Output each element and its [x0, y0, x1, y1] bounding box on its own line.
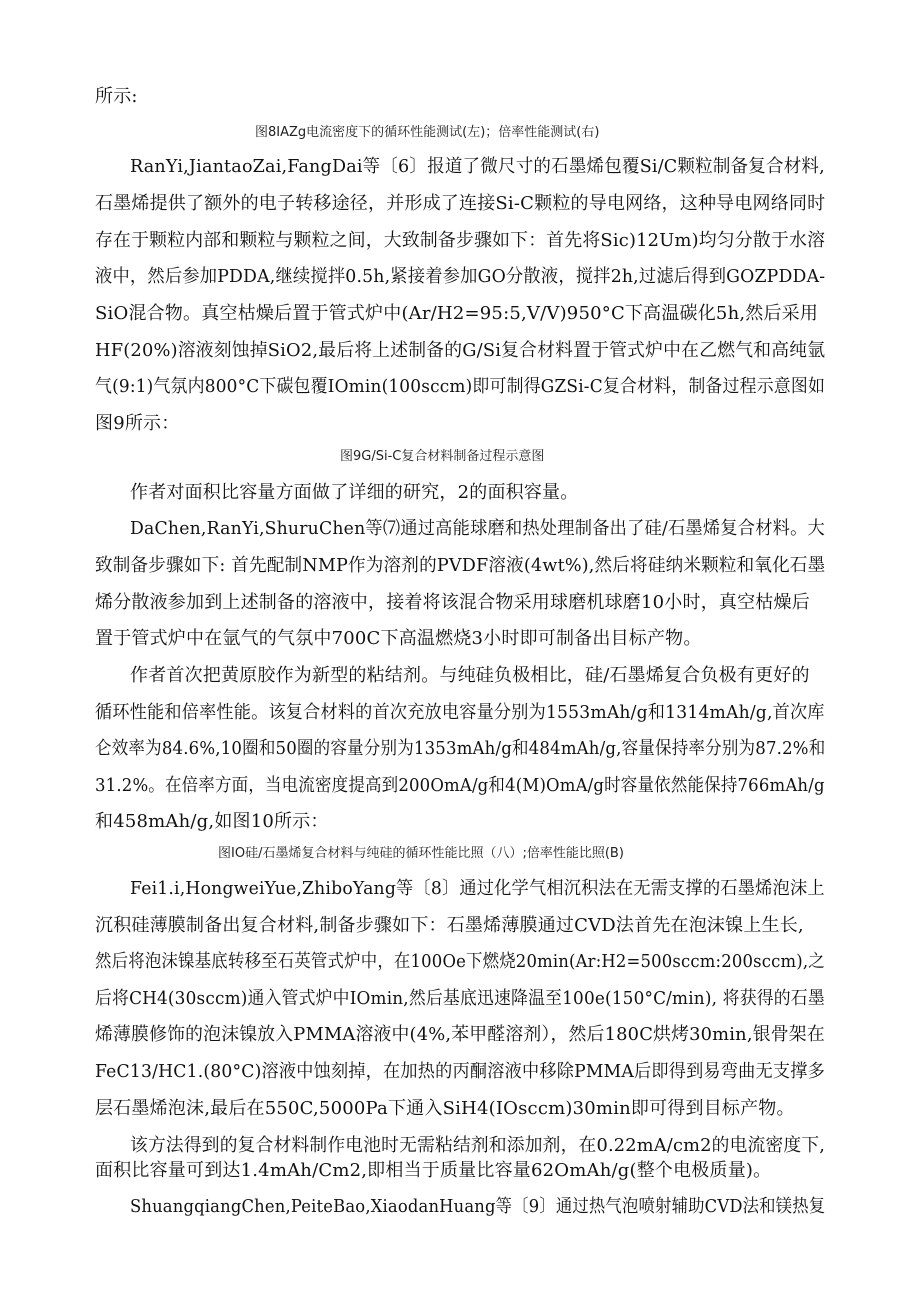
paragraph-line: 层石墨烯泡沫,最后在550C,5000Pa下通入SiH4(IOsccm)30min即可得到目标产物。 [95, 1098, 795, 1119]
paragraph-line: RanYi,JiantaoZai,FangDai等〔6〕报道了微尺寸的石墨烯包覆Si/C颗粒制备复合材料, [130, 156, 825, 177]
paragraph-line: SiO混合物。真空枯燥后置于管式炉中(Ar/H2=95:5,V/V)950°C下高温碳化5h,然后采用 [95, 303, 819, 324]
figure-8-caption: 图8IAZg电流密度下的循环性能测试(左)；倍率性能测试(右) [255, 125, 600, 140]
paragraph-line: FeC13/HC1.(80°C)溶液中蚀刻掉，在加热的丙酮溶液中移除PMMA后即得到易弯曲无支撑多 [95, 1061, 826, 1082]
intro-text: 所示: [95, 86, 138, 107]
paragraph-line: 然后将泡沫镍基底转移至石英管式炉中，在100Oe下燃烧20min(Ar:H2=500sccm:200sccm),之 [95, 951, 825, 972]
figure-10-caption: 图IO硅/石墨烯复合材料与纯硅的循环性能比照（八）;倍率性能比照(B) [218, 846, 624, 861]
paragraph-line: 和458mAh/g,如图10所示： [95, 811, 329, 832]
paragraph-line: 循环性能和倍率性能。该复合材料的首次充放电容量分别为1553mAh/g和1314mAh/g,首次库 [95, 702, 825, 723]
paragraph-line: 该方法得到的复合材料制作电池时无需粘结剂和添加剂，在0.22mA/cm2的电流密度下, [130, 1135, 826, 1156]
paragraph-line: 液中，然后参加PDDA,继续搅拌0.5h,紧接着参加GO分散液，搅拌2h,过滤后得到GOZPDDA- [95, 266, 826, 287]
paragraph-line: 作者首次把黄原胶作为新型的粘结剂。与纯硅负极相比，硅/石墨烯复合负极有更好的 [130, 665, 810, 686]
paragraph-line: 仑效率为84.6%,10圈和50圈的容量分别为1353mAh/g和484mAh/g,容量保持率分别为87.2%和 [95, 738, 826, 759]
paragraph-line: 致制备步骤如下: 首先配制NMP作为溶剂的PVDF溶液(4wt%),然后将硅纳米颗粒和氧化石墨 [95, 555, 826, 576]
paragraph-line: 面积比容量可到达1.4mAh/Cm2,即相当于质量比容量62OmAh/g(整个电极质量)。 [95, 1160, 772, 1181]
paragraph-line: 置于管式炉中在氩气的气氛中700C下高温燃烧3小时即可制备出目标产物。 [95, 628, 702, 649]
paragraph-line: HF(20%)溶液刻蚀掉SiO2,最后将上述制备的G/Si复合材料置于管式炉中在乙燃气和高纯氩 [95, 340, 826, 361]
paragraph-line: 石墨烯提供了额外的电子转移途径，并形成了连接Si-C颗粒的导电网络，这种导电网络同时 [95, 193, 826, 214]
paragraph-shuangqiang-chen: ShuangqiangChen,PeiteBao,XiaodanHuang等〔9〕通过热气泡喷射辅助CVD法和镁热复 [130, 1196, 826, 1217]
paragraph-line: 图9所示： [95, 413, 180, 434]
paragraph-area-capacity: 作者对面积比容量方面做了详细的研究，2的面积容量。 [130, 482, 579, 503]
paragraph-line: 后将CH4(30sccm)通入管式炉中IOmin,然后基底迅速降温至100e(150°C/min), 将获得的石墨 [95, 988, 825, 1009]
paragraph-line: 31.2%。在倍率方面，当电流密度提高到200OmA/g和4(M)OmA/g时容量依然能保持766mAh/g [95, 775, 825, 796]
paragraph-line: 存在于颗粒内部和颗粒与颗粒之间，大致制备步骤如下：首先将Sic)12Um)均匀分散于水溶 [95, 230, 826, 251]
paragraph-line: 烯分散液参加到上述制备的溶液中，接着将该混合物采用球磨机球磨10小时，真空枯燥后 [95, 592, 810, 613]
paragraph-line: 烯薄膜修饰的泡沫镍放入PMMA溶液中(4%,苯甲醛溶剂），然后180C烘烤30min,银骨架在 [95, 1024, 825, 1045]
figure-9-caption: 图9G/Si-C复合材料制备过程示意图 [340, 449, 545, 464]
paragraph-line: 沉积硅薄膜制备出复合材料,制备步骤如下：石墨烯薄膜通过CVD法首先在泡沫镍上生长, [95, 915, 804, 936]
paragraph-line: Fei1.i,HongweiYue,ZhiboYang等〔8〕通过化学气相沉积法在无需支撑的石墨烯泡沫上 [130, 878, 825, 899]
paragraph-line: 气(9:1)气氛内800°C下碳包覆IOmin(100sccm)即可制得GZSi-C复合材料，制备过程示意图如 [95, 376, 826, 397]
paragraph-line: DaChen,RanYi,ShuruChen等⑺通过高能球磨和热处理制备出了硅/石墨烯复合材料。大 [130, 518, 826, 539]
